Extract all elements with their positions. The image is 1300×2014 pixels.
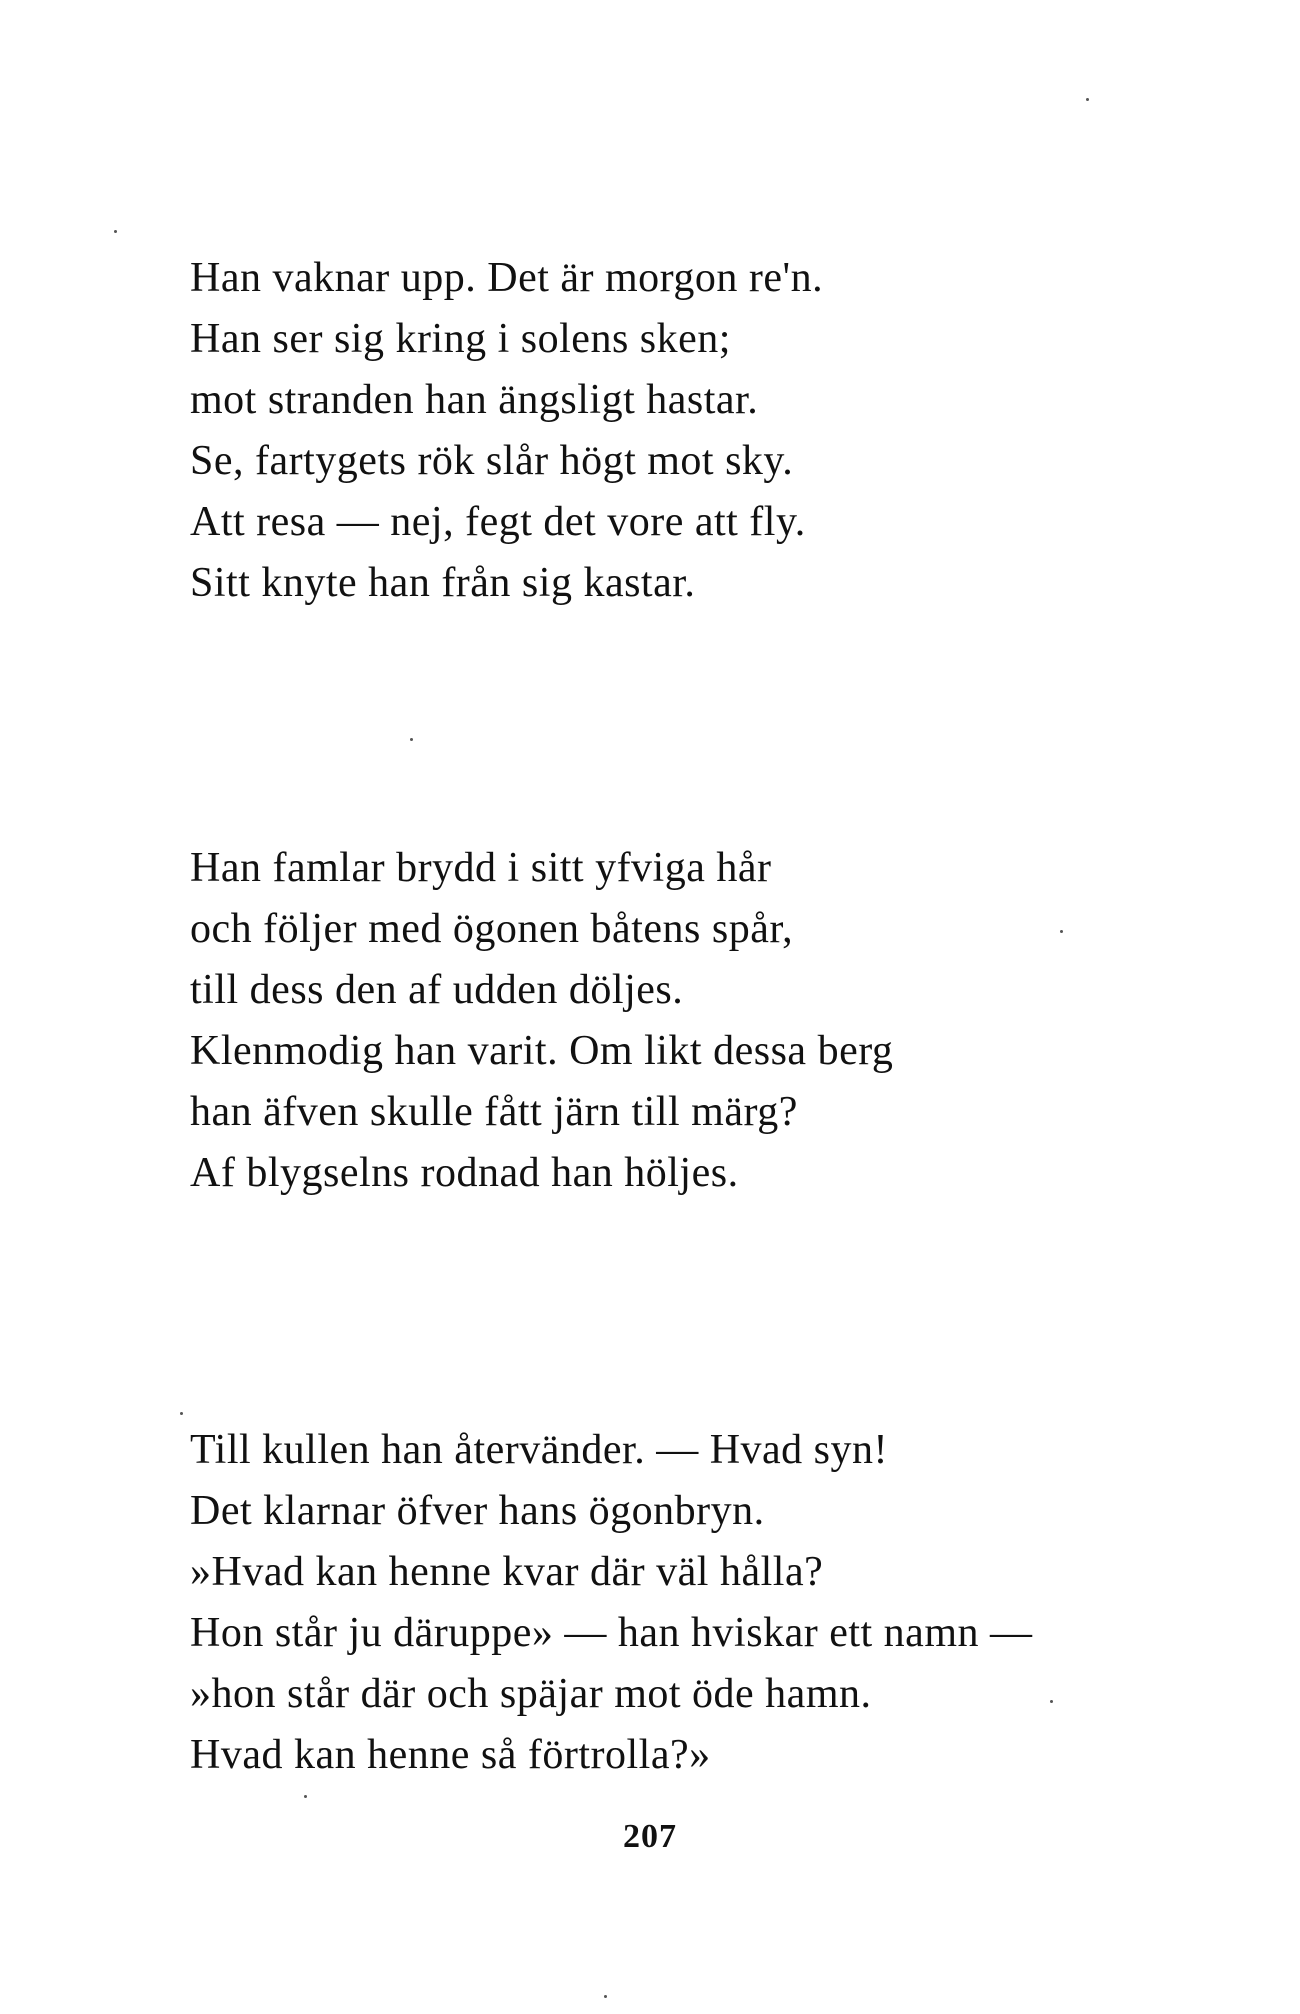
stanza-1 bbox=[190, 248, 1110, 614]
poem-line: Se, fartygets rök slår högt mot sky. bbox=[190, 438, 794, 484]
poem-line: Han ser sig kring i solens sken; bbox=[190, 316, 731, 362]
stanza-3 bbox=[190, 1420, 1110, 1786]
poem-line: till dess den af udden döljes. bbox=[190, 967, 684, 1013]
scan-speck bbox=[304, 1795, 307, 1798]
stanza-2 bbox=[190, 838, 1110, 1204]
scan-speck bbox=[1086, 98, 1089, 101]
poem-line: mot stranden han ängsligt hastar. bbox=[190, 377, 759, 423]
poem-line: Klenmodig han varit. Om likt dessa berg bbox=[190, 1028, 894, 1074]
page-number: 207 bbox=[623, 1818, 677, 1855]
poem-line: han äfven skulle fått järn till märg? bbox=[190, 1089, 798, 1135]
poem-line: Till kullen han återvänder. — Hvad syn! bbox=[190, 1427, 889, 1473]
scan-speck bbox=[1060, 930, 1063, 933]
scan-speck bbox=[1050, 1700, 1053, 1703]
poem-line: Hon står ju däruppe» — han hviskar ett namn — bbox=[190, 1610, 1033, 1656]
poem-line: Att resa — nej, fegt det vore att fly. bbox=[190, 499, 806, 545]
poem-line: Han famlar brydd i sitt yfviga hår bbox=[190, 845, 772, 891]
scan-speck bbox=[114, 230, 117, 233]
scan-speck bbox=[180, 1412, 183, 1415]
poem-line: »hon står där och späjar mot öde hamn. bbox=[190, 1671, 872, 1717]
scan-speck bbox=[410, 738, 413, 741]
poem-line: Sitt knyte han från sig kastar. bbox=[190, 560, 696, 606]
poem-line: Det klarnar öfver hans ögonbryn. bbox=[190, 1488, 765, 1534]
scan-speck bbox=[604, 1995, 607, 1998]
poem-line: Han vaknar upp. Det är morgon re'n. bbox=[190, 255, 824, 301]
poem-line: Af blygselns rodnad han höljes. bbox=[190, 1150, 739, 1196]
poem-line: och följer med ögonen båtens spår, bbox=[190, 906, 794, 952]
poem-line: »Hvad kan henne kvar där väl hålla? bbox=[190, 1549, 824, 1595]
poem-line: Hvad kan henne så förtrolla?» bbox=[190, 1732, 711, 1778]
